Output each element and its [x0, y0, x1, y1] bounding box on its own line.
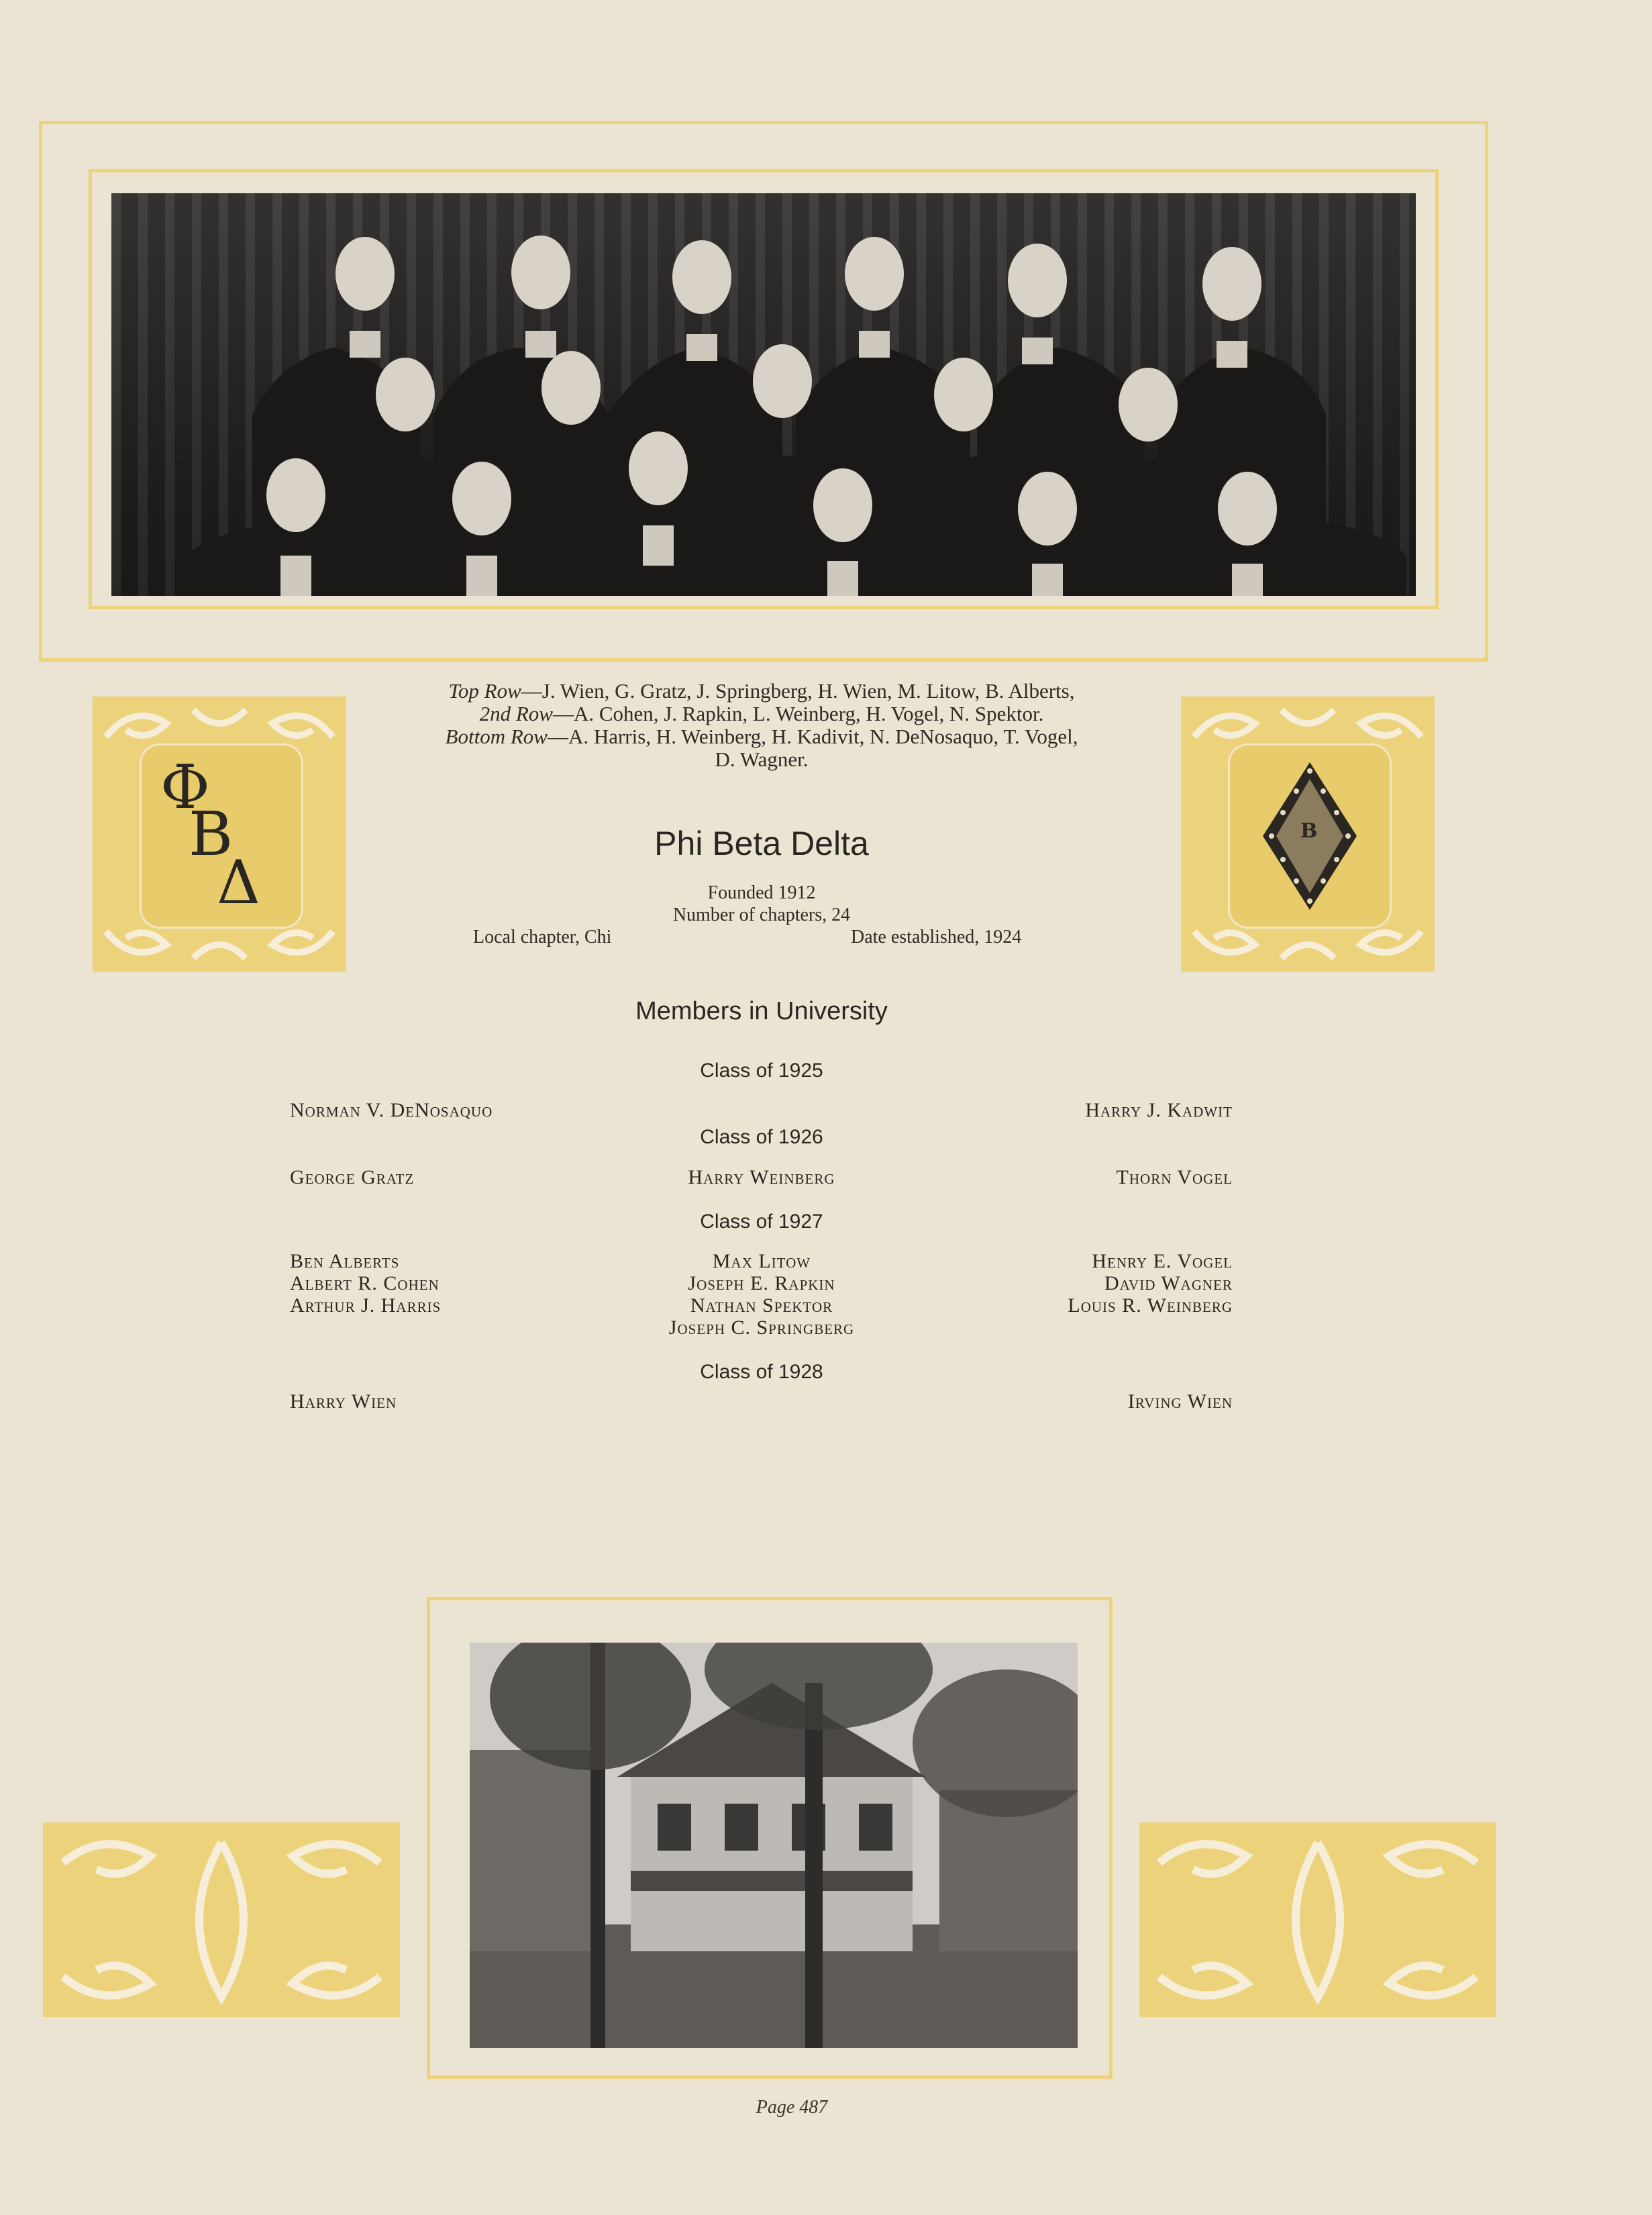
- class-1927-right-column: [1068, 1250, 1233, 1317]
- chapters-text: Number of chapters, 24: [672, 905, 851, 925]
- caption-top-row: [376, 680, 1147, 703]
- pin-letter: B: [1300, 819, 1318, 843]
- chapter-house-image: [470, 1643, 1078, 2048]
- member-name: Joseph E. Rapkin: [688, 1272, 835, 1294]
- class-1926-heading: Class of 1926: [700, 1126, 823, 1148]
- member-name: Henry E. Vogel: [1092, 1250, 1233, 1272]
- chapter-house-photo: [470, 1643, 1078, 2048]
- scroll-ornament-icon: [43, 1822, 400, 2017]
- caption-bottom-row-cont: D. Wagner.: [715, 748, 809, 771]
- caption-bottom-label: Bottom Row: [445, 725, 548, 748]
- member-name: David Wagner: [1104, 1272, 1233, 1294]
- crest-right-ornament: [1181, 697, 1435, 972]
- group-photo-figures: [111, 193, 1416, 596]
- caption-second-row: [376, 703, 1147, 725]
- caption-top-names: —J. Wien, G. Gratz, J. Springberg, H. Wien, M. Litow, B. Alberts,: [521, 679, 1075, 703]
- bottom-right-ornament: [1139, 1822, 1496, 2017]
- member-name: Norman V. DeNosaquo: [290, 1099, 493, 1121]
- phi-letter: Φ: [160, 752, 210, 823]
- member-name: Harry J. Kadwit: [1085, 1099, 1233, 1121]
- member-name: Ben Alberts: [290, 1250, 400, 1272]
- scroll-ornament-icon: [1139, 1822, 1496, 2017]
- class-1927-heading: Class of 1927: [700, 1210, 823, 1233]
- member-name: Louis R. Weinberg: [1068, 1294, 1233, 1317]
- page-number: Page 487: [756, 2097, 828, 2118]
- members-heading: Members in University: [635, 997, 888, 1025]
- crest-left-ornament: [93, 697, 346, 972]
- member-name: Harry Wien: [290, 1390, 397, 1412]
- photo-caption: [376, 680, 1147, 771]
- crest-left-panel: [140, 743, 303, 929]
- founded-text: Founded 1912: [707, 882, 816, 903]
- member-name: Nathan Spektor: [690, 1294, 833, 1317]
- member-name: Irving Wien: [1127, 1390, 1233, 1412]
- member-name: Max Litow: [712, 1250, 811, 1272]
- fraternity-title: Phi Beta Delta: [654, 825, 869, 862]
- caption-top-label: Top Row: [448, 679, 521, 703]
- caption-second-names: —A. Cohen, J. Rapkin, L. Weinberg, H. Vogel, N. Spektor.: [552, 702, 1044, 725]
- delta-letter: Δ: [217, 847, 260, 918]
- member-name: Joseph C. Springberg: [668, 1317, 855, 1339]
- caption-second-label: 2nd Row: [479, 702, 553, 725]
- member-name: Harry Weinberg: [688, 1166, 835, 1188]
- class-1927-left-column: [290, 1250, 441, 1317]
- member-name: Thorn Vogel: [1116, 1166, 1233, 1188]
- class-1928-heading: Class of 1928: [700, 1361, 823, 1383]
- caption-bottom-names: —A. Harris, H. Weinberg, H. Kadivit, N. DeNosaquo, T. Vogel,: [547, 725, 1078, 748]
- member-name: George Gratz: [290, 1166, 415, 1188]
- beta-letter: Β: [189, 799, 234, 870]
- member-name: Arthur J. Harris: [290, 1294, 442, 1317]
- local-chapter-text: Local chapter, Chi: [473, 927, 612, 947]
- member-name: Albert R. Cohen: [290, 1272, 440, 1294]
- class-1925-heading: Class of 1925: [700, 1060, 823, 1082]
- class-1927-center-column: [560, 1250, 963, 1339]
- date-established-text: Date established, 1924: [851, 927, 1022, 947]
- crest-right-panel: [1228, 743, 1392, 929]
- group-photo: [111, 193, 1416, 596]
- caption-bottom-row: [376, 725, 1147, 748]
- bottom-left-ornament: [43, 1822, 400, 2017]
